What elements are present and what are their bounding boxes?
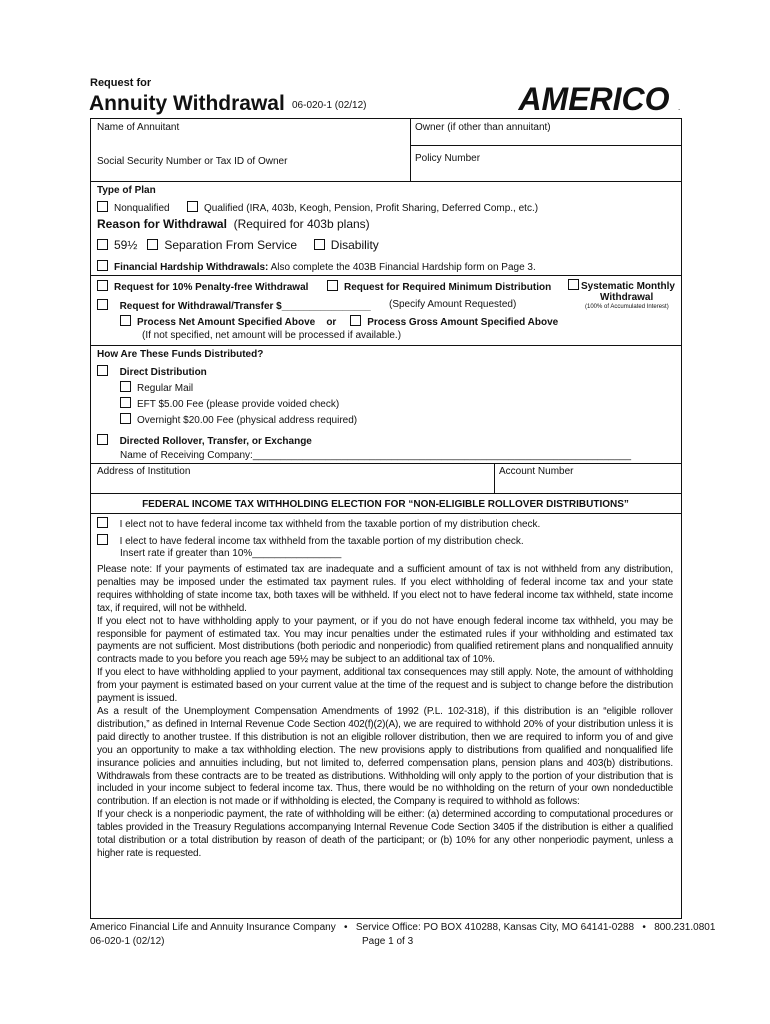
withholding-opt-in-option[interactable] xyxy=(97,534,524,548)
form-pretitle: Request for xyxy=(90,77,152,89)
age-checkbox[interactable] xyxy=(97,239,108,250)
qualified-option[interactable] xyxy=(187,201,538,215)
rollover-label: Directed Rollover, Transfer, or Exchange xyxy=(119,436,312,447)
overnight-option[interactable] xyxy=(120,413,357,427)
specify-amount-note: (Specify Amount Requested) xyxy=(389,299,517,310)
rollover-checkbox[interactable] xyxy=(97,434,108,445)
systematic-option[interactable] xyxy=(568,279,675,293)
nonqualified-checkbox[interactable] xyxy=(97,201,108,212)
footer-company: Americo Financial Life and Annuity Insurance Company xyxy=(90,922,336,933)
page-number: Page 1 of 3 xyxy=(362,936,414,947)
eft-label: EFT $5.00 Fee (please provide voided check) xyxy=(137,399,340,410)
tax-paragraph: If your check is a nonperiodic payment, the rate of withholding will be either: (a) determined according to computational procedures or tables provided in the Treasury Regulations accompanying Internal Revenue Code Section 3405 if the distribution is either a qualified total distribution or a total distribution by reason of death of the participant; or (b) 10% for any other nonperiodic payment, unless a higher rate is requested. xyxy=(97,809,673,859)
or-label: or xyxy=(326,317,337,328)
rmd-checkbox[interactable] xyxy=(327,280,338,291)
rmd-label: Request for Required Minimum Distribution xyxy=(344,282,552,293)
qualified-label: Qualified (IRA, 403b, Keogh, Pension, Profit Sharing, Deferred Comp., etc.) xyxy=(204,203,539,214)
hardship-note: Also complete the 403B Financial Hardship form on Page 3. xyxy=(270,262,536,273)
penalty-free-label: Request for 10% Penalty-free Withdrawal xyxy=(114,282,309,293)
net-amount-option[interactable] xyxy=(120,315,558,329)
regular-mail-checkbox[interactable] xyxy=(120,381,131,392)
net-amount-label: Process Net Amount Specified Above xyxy=(137,317,316,328)
qualified-checkbox[interactable] xyxy=(187,201,198,212)
withholding-opt-in-checkbox[interactable] xyxy=(97,534,108,545)
company-logo xyxy=(508,74,682,114)
systematic-note: (100% of Accumulated Interest) xyxy=(585,304,669,310)
systematic-label: Systematic Monthly xyxy=(581,281,675,292)
account-number-field[interactable]: Account Number xyxy=(499,466,574,477)
footer-phone: 800.231.0801 xyxy=(654,922,716,933)
gross-amount-checkbox[interactable] xyxy=(350,315,361,326)
eft-checkbox[interactable] xyxy=(120,397,131,408)
penalty-free-checkbox[interactable] xyxy=(97,280,108,291)
direct-distribution-option[interactable] xyxy=(97,365,207,379)
policy-number-field[interactable]: Policy Number xyxy=(415,153,481,164)
age-label: 59½ xyxy=(114,238,138,252)
overnight-label: Overnight $20.00 Fee (physical address required) xyxy=(137,415,358,426)
logo-text: AMERICO xyxy=(518,81,670,114)
plan-type-label: Type of Plan xyxy=(97,185,156,196)
footer-office: Service Office: PO BOX 410288, Kansas City, MO 64141-0288 xyxy=(355,922,635,933)
net-amount-checkbox[interactable] xyxy=(120,315,131,326)
distribution-heading: How Are These Funds Distributed? xyxy=(97,349,264,360)
reason-label: Reason for Withdrawal xyxy=(97,217,227,231)
transfer-checkbox[interactable] xyxy=(97,299,108,310)
separation-checkbox[interactable] xyxy=(147,239,158,250)
nonqualified-label: Nonqualified xyxy=(114,203,170,214)
tax-paragraph: If you elect to have withholding applied to your payment, additional tax consequences may still apply. Note, the amount of withholding from your payment is estimated based on your current value at the time of the request and is subject to change before the distribution payment is issued. xyxy=(97,667,673,705)
separation-label: Separation From Service xyxy=(164,238,298,252)
hardship-label: Financial Hardship Withdrawals: xyxy=(114,262,269,273)
owner-name-field[interactable]: Owner (if other than annuitant) xyxy=(415,122,551,133)
withholding-rate-field[interactable]: Insert rate if greater than 10%________________ xyxy=(120,548,342,559)
transfer-option[interactable] xyxy=(97,299,371,313)
footer-bullet: • xyxy=(642,922,646,933)
rmd-option[interactable] xyxy=(327,280,551,294)
withholding-opt-in-label: I elect to have federal income tax withheld from the taxable portion of my distribution check. xyxy=(119,536,524,547)
direct-distribution-label: Direct Distribution xyxy=(119,367,207,378)
withholding-opt-out-checkbox[interactable] xyxy=(97,517,108,528)
hardship-checkbox[interactable] xyxy=(97,260,108,271)
tax-paragraph: As a result of the Unemployment Compensation Amendments of 1992 (P.L. 102-318), if this distribution is an “eligible rollover distribution,” as defined in Internal Revenue Code Section 402(f)(2)(A), we are required to withhold 20% of your distribution unless it is paid directly to another trustee. If this distribution is not an eligible rollover distribution, then we are required to inform you of and give you an opportunity to make a tax withholding election. The new provisions apply to distributions from qualified and nonqualified life insurance policies and annuities including, but not limited to, deferred compensation plans, pension plans and 403(b) distributions. Withdrawals from these contracts are to be treated as distributions. Withholding will only apply to the portion of your distribution that is included in your income subject to federal income tax. Thus, there would be no withholding on the return of your own nondeductible contribution. If an election is not made or if withholding is elected, the Company is required to withhold as follows: xyxy=(97,705,673,808)
transfer-amount-field[interactable]: Request for Withdrawal/Transfer $________________ xyxy=(119,301,371,312)
nonqualified-option[interactable] xyxy=(97,201,170,215)
rollover-option[interactable] xyxy=(97,434,312,448)
receiving-company-field[interactable]: Name of Receiving Company:____________________________________________________________________ xyxy=(120,450,632,461)
tax-paragraph: If you elect not to have withholding apply to your payment, or if you do not have enough federal income tax withheld, you may be responsible for payment of estimated tax. You may incur penalties under the estimated rules if your withholding and estimated tax payments are not sufficient. Most distributions (both periodic and nonperiodic) from qualified retirement plans and nonqualified annuity contracts made to you before you reach age 59½ may be subject to an additional tax of 10%. xyxy=(97,615,673,666)
page-title: Annuity Withdrawal xyxy=(89,92,285,115)
hardship-option[interactable] xyxy=(97,260,536,274)
tax-section-heading: FEDERAL INCOME TAX WITHHOLDING ELECTION FOR “NON-ELIGIBLE ROLLOVER DISTRIBUTIONS” xyxy=(142,499,629,510)
penalty-free-option[interactable] xyxy=(97,280,308,294)
eft-option[interactable] xyxy=(120,397,339,411)
reason-heading xyxy=(97,217,370,231)
tax-paragraph: Please note: If your payments of estimated tax are inadequate and a sufficient amount of tax is not withheld from any distribution, penalties may be imposed under the estimated tax payment rules. If you elect withholding of federal income tax and your state requires withholding of state income tax, both taxes will be withheld. If you elect not to have federal income tax withheld, state income tax, if required, will not be withheld. xyxy=(97,564,673,614)
logo-registered-mark: . xyxy=(678,103,681,112)
withholding-opt-out-label: I elect not to have federal income tax withheld from the taxable portion of my distribution check. xyxy=(119,519,541,530)
footer-company-line xyxy=(90,922,715,934)
footer-bullet: • xyxy=(344,922,348,933)
annuitant-name-field[interactable]: Name of Annuitant xyxy=(97,122,180,133)
institution-address-field[interactable]: Address of Institution xyxy=(97,466,191,477)
disability-checkbox[interactable] xyxy=(314,239,325,250)
footer-form-number: 06-020-1 (02/12) xyxy=(90,936,165,947)
reason-note: (Required for 403b plans) xyxy=(233,217,370,231)
ssn-field[interactable]: Social Security Number or Tax ID of Owner xyxy=(97,156,288,167)
systematic-checkbox[interactable] xyxy=(568,279,579,290)
form-number: 06-020-1 (02/12) xyxy=(292,100,367,111)
withholding-opt-out-option[interactable] xyxy=(97,517,540,531)
gross-amount-label: Process Gross Amount Specified Above xyxy=(367,317,559,328)
disability-label: Disability xyxy=(330,238,379,252)
regular-mail-option[interactable] xyxy=(120,381,193,395)
reason-options xyxy=(97,238,379,252)
systematic-label-2: Withdrawal xyxy=(600,292,654,303)
default-processing-note: (If not specified, net amount will be processed if available.) xyxy=(142,330,402,341)
logo-mark-icon xyxy=(508,74,682,114)
overnight-checkbox[interactable] xyxy=(120,413,131,424)
regular-mail-label: Regular Mail xyxy=(137,383,194,394)
tax-notice xyxy=(97,564,673,861)
direct-distribution-checkbox[interactable] xyxy=(97,365,108,376)
